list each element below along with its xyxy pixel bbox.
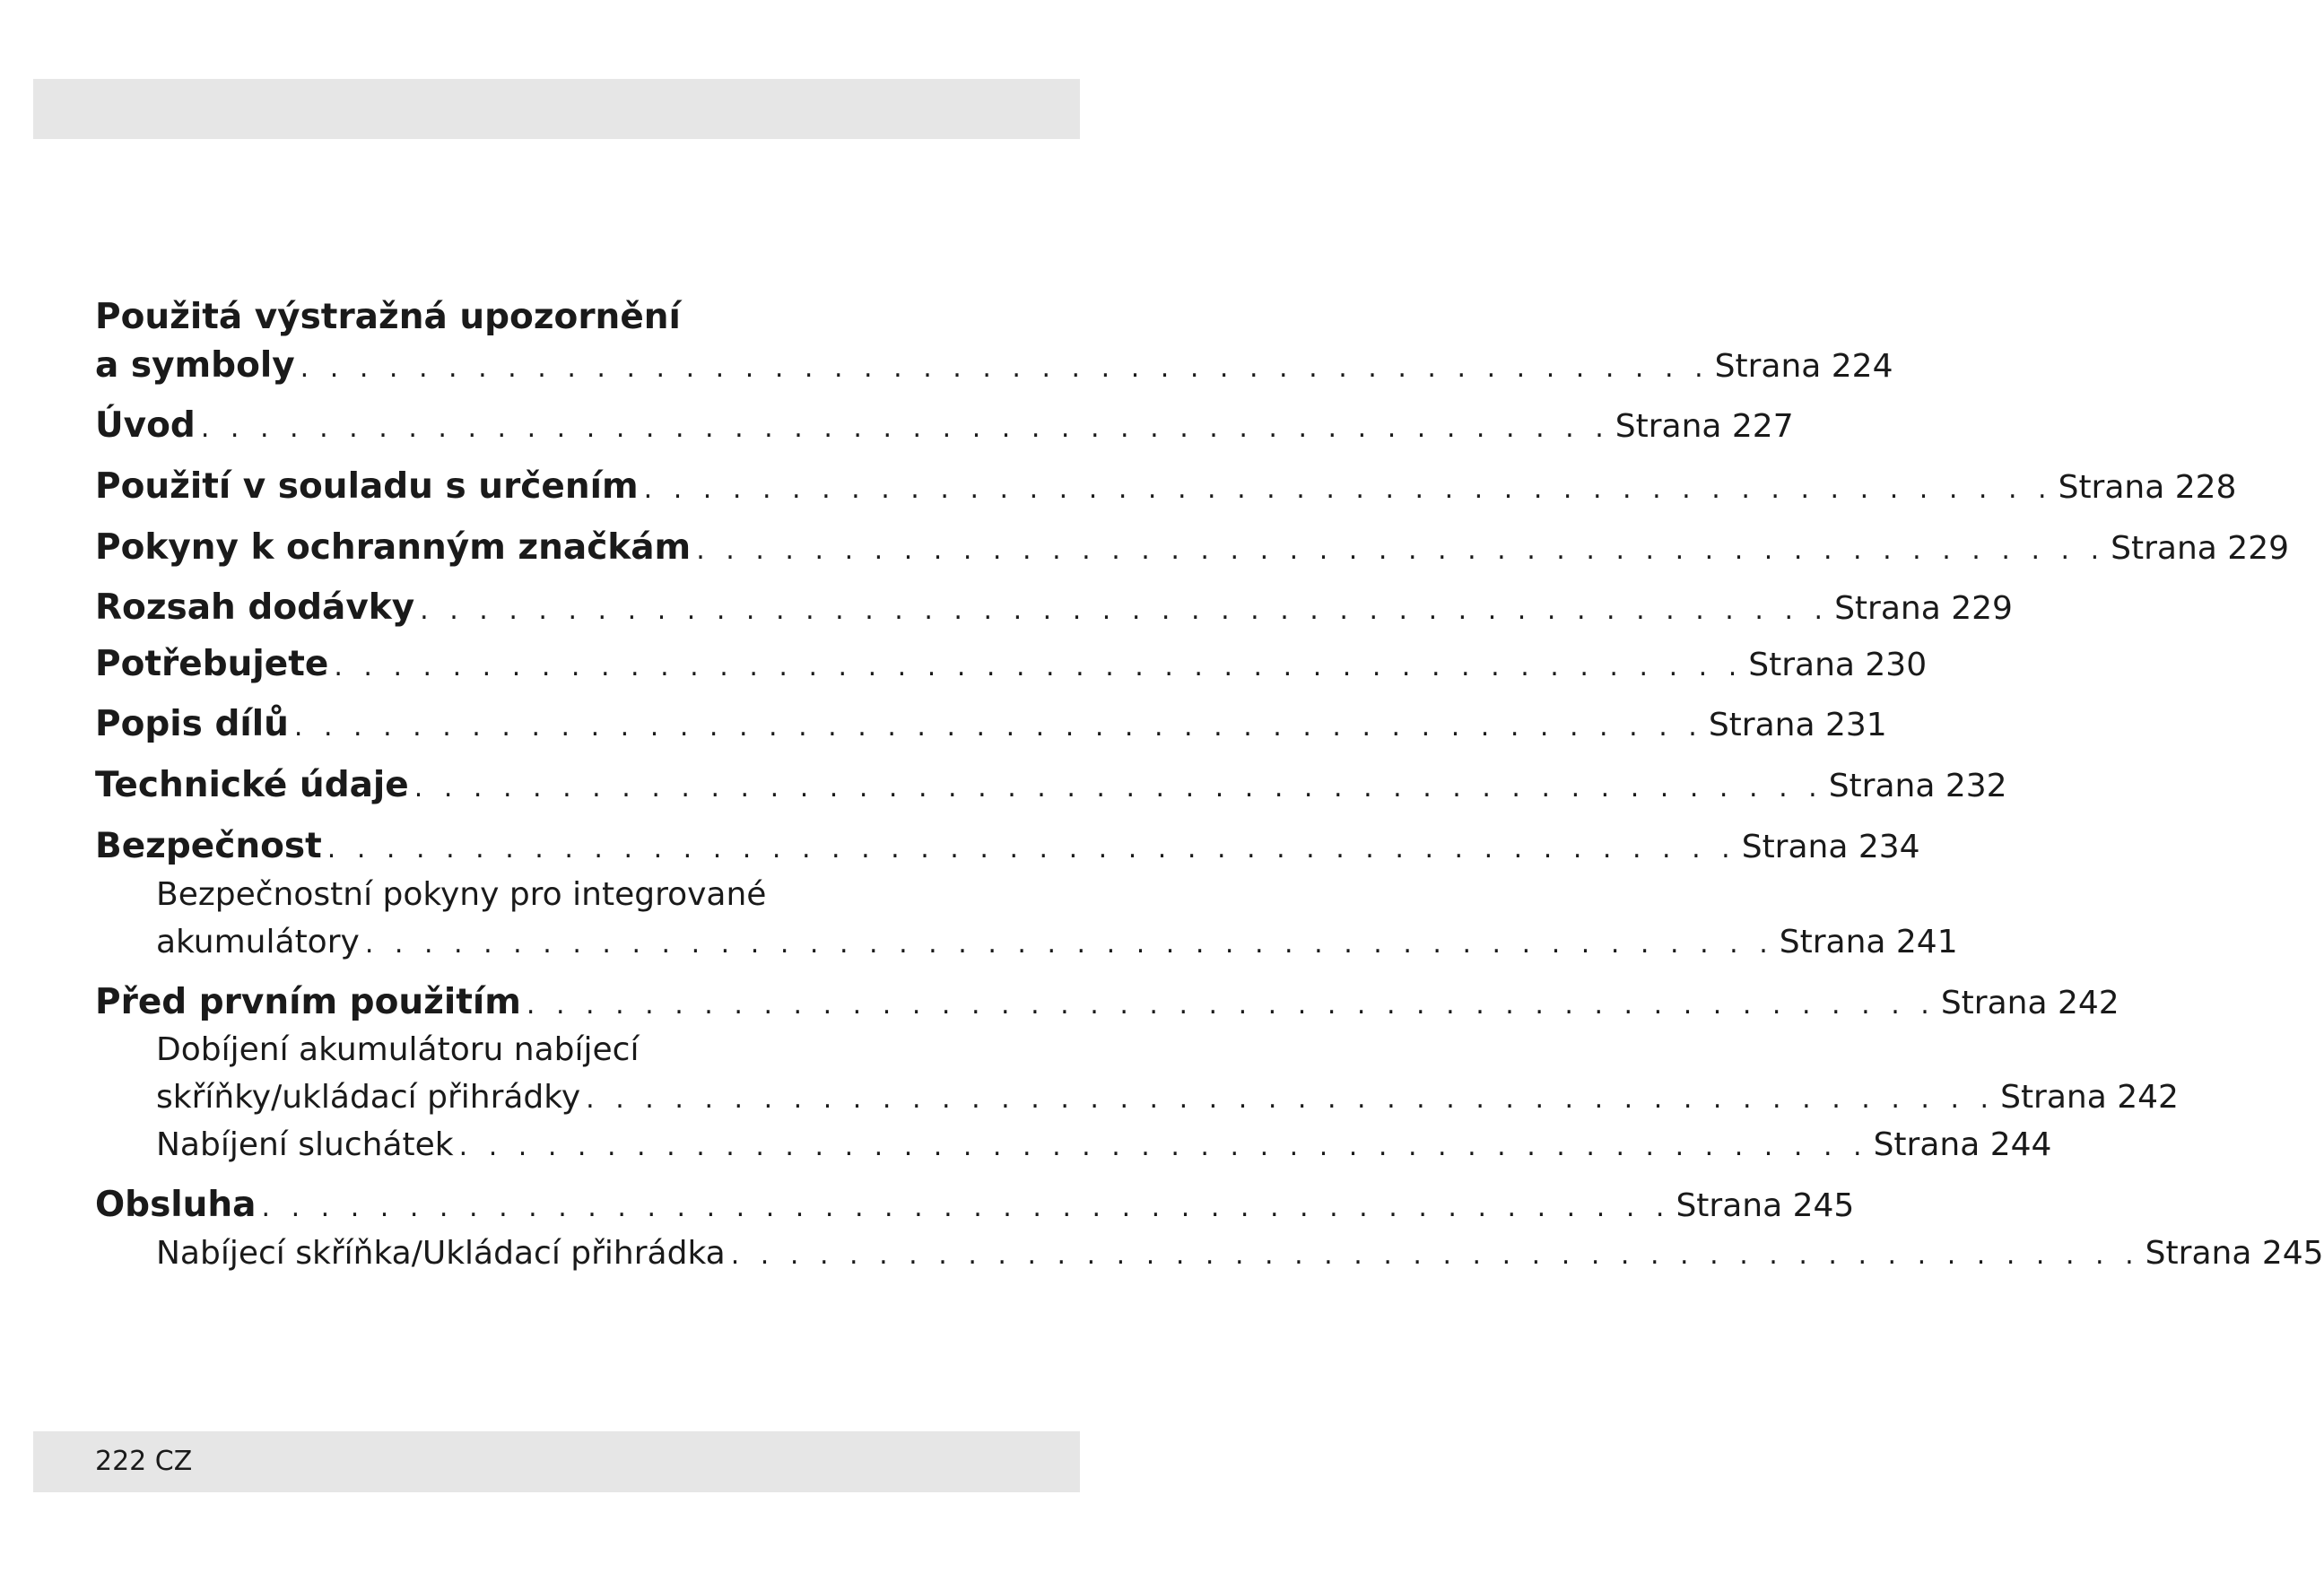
dot-leader: . . . . . . . . . . . . . . . . . . . . . . . . . . . . . . . . . . . . . . . . . . . . . . . . [420, 595, 1830, 626]
dot-leader: . . . . . . . . . . . . . . . . . . . . . . . . . . . . . . . . . . . . . . . . . . . . . . . . [334, 651, 1744, 682]
toc-entry-page: Strana 224 [1714, 348, 1893, 385]
toc-entry[interactable] [95, 1181, 1855, 1230]
dot-leader: . . . . . . . . . . . . . . . . . . . . . . . . . . . . . . . . . . . . . . . . . . . . . . . . [643, 474, 2053, 505]
toc-entry-page: Strana 242 [1940, 985, 2119, 1021]
toc-entry-title: Nabíjení sluchátek [156, 1126, 454, 1163]
toc-subentry[interactable] [156, 918, 1958, 967]
toc-subentry-title-line1: Dobíjení akumulátoru nabíjecí [156, 1031, 640, 1068]
dot-leader: . . . . . . . . . . . . . . . . . . . . . . . . . . . . . . . . . . . . . . . . . . . . . . . . [364, 928, 1774, 960]
toc-entry-title: Obsluha [95, 1185, 257, 1225]
toc-entry-title: Pokyny k ochranným značkám [95, 527, 692, 568]
toc-entry-title: Popis dílů [95, 704, 289, 744]
toc-entry-title: Úvod [95, 405, 196, 446]
dot-leader: . . . . . . . . . . . . . . . . . . . . . . . . . . . . . . . . . . . . . . . . . . . . . . . . [458, 1131, 1868, 1162]
toc-entry-title-line1: Použitá výstražná upozornění [95, 297, 681, 337]
dot-leader: . . . . . . . . . . . . . . . . . . . . . . . . . . . . . . . . . . . . . . . . . . . . . . . . [586, 1083, 1996, 1115]
toc-subentry[interactable] [156, 1230, 2324, 1278]
dot-leader: . . . . . . . . . . . . . . . . . . . . . . . . . . . . . . . . . . . . . . . . . . . . . . . . [200, 413, 1610, 444]
dot-leader: . . . . . . . . . . . . . . . . . . . . . . . . . . . . . . . . . . . . . . . . . . . . . . . . [326, 833, 1736, 865]
toc-subentry[interactable] [156, 1121, 2052, 1169]
toc-entry-title: Použití v souladu s určením [95, 466, 639, 507]
toc-entry[interactable] [95, 584, 2013, 632]
toc-entry[interactable] [95, 761, 2007, 810]
toc-subentry-title-line1: Bezpečnostní pokyny pro integrované [156, 876, 767, 913]
toc-entry-page: Strana 232 [1828, 768, 2007, 804]
toc-entry-title: Technické údaje [95, 765, 409, 805]
toc-entry-title: Potřebujete [95, 644, 329, 684]
dot-leader: . . . . . . . . . . . . . . . . . . . . . . . . . . . . . . . . . . . . . . . . . . . . . . . . [526, 989, 1936, 1021]
toc-entry[interactable] [95, 524, 2290, 572]
dot-leader: . . . . . . . . . . . . . . . . . . . . . . . . . . . . . . . . . . . . . . . . . . . . . . . . [293, 711, 1703, 743]
toc-entry-page: Strana 229 [2111, 530, 2290, 567]
page-number-label: 222 CZ [95, 1446, 193, 1477]
toc-entry-page: Strana 231 [1708, 707, 1887, 743]
toc-entry-page: Strana 234 [1741, 829, 1920, 865]
toc-entry-title: Před prvním použitím [95, 982, 521, 1022]
dot-leader: . . . . . . . . . . . . . . . . . . . . . . . . . . . . . . . . . . . . . . . . . . . . . . . . [696, 534, 2106, 566]
dot-leader: . . . . . . . . . . . . . . . . . . . . . . . . . . . . . . . . . . . . . . . . . . . . . . . . [413, 772, 1824, 804]
toc-entry[interactable] [95, 700, 1887, 749]
toc-entry-title: skříňky/ukládací přihrádky [156, 1079, 581, 1116]
toc-entry-title: Bezpečnost [95, 826, 322, 866]
toc-entry[interactable] [95, 402, 1794, 450]
header-band [33, 79, 1080, 139]
toc-subentry[interactable] [156, 1073, 2179, 1122]
toc-entry-page: Strana 230 [1748, 647, 1928, 683]
toc-entry-page: Strana 227 [1615, 408, 1794, 445]
toc-entry-title: Rozsah dodávky [95, 587, 415, 628]
dot-leader: . . . . . . . . . . . . . . . . . . . . . . . . . . . . . . . . . . . . . . . . . . . . . . . . [300, 352, 1710, 384]
toc-entry[interactable] [95, 640, 1928, 689]
toc-entry[interactable] [95, 978, 2119, 1027]
toc-entry[interactable] [95, 342, 1893, 390]
toc-entry-page: Strana 229 [1834, 590, 2013, 627]
toc-entry-page: Strana 244 [1873, 1126, 2052, 1163]
toc-entry-page: Strana 228 [2058, 469, 2237, 506]
dot-leader: . . . . . . . . . . . . . . . . . . . . . . . . . . . . . . . . . . . . . . . . . . . . . . . . [730, 1239, 2140, 1271]
toc-entry[interactable] [95, 463, 2237, 511]
toc-entry-title: Nabíjecí skříňka/Ukládací přihrádka [156, 1235, 726, 1272]
toc-entry-title: a symboly [95, 345, 295, 386]
toc-entry-page: Strana 242 [2000, 1079, 2179, 1116]
toc-entry-page: Strana 245 [2145, 1235, 2324, 1272]
toc-entry-page: Strana 241 [1779, 924, 1958, 960]
toc-entry-title: akumulátory [156, 924, 360, 960]
toc-entry[interactable] [95, 822, 1920, 871]
dot-leader: . . . . . . . . . . . . . . . . . . . . . . . . . . . . . . . . . . . . . . . . . . . . . . . . [261, 1192, 1671, 1223]
toc-entry-page: Strana 245 [1676, 1187, 1855, 1224]
